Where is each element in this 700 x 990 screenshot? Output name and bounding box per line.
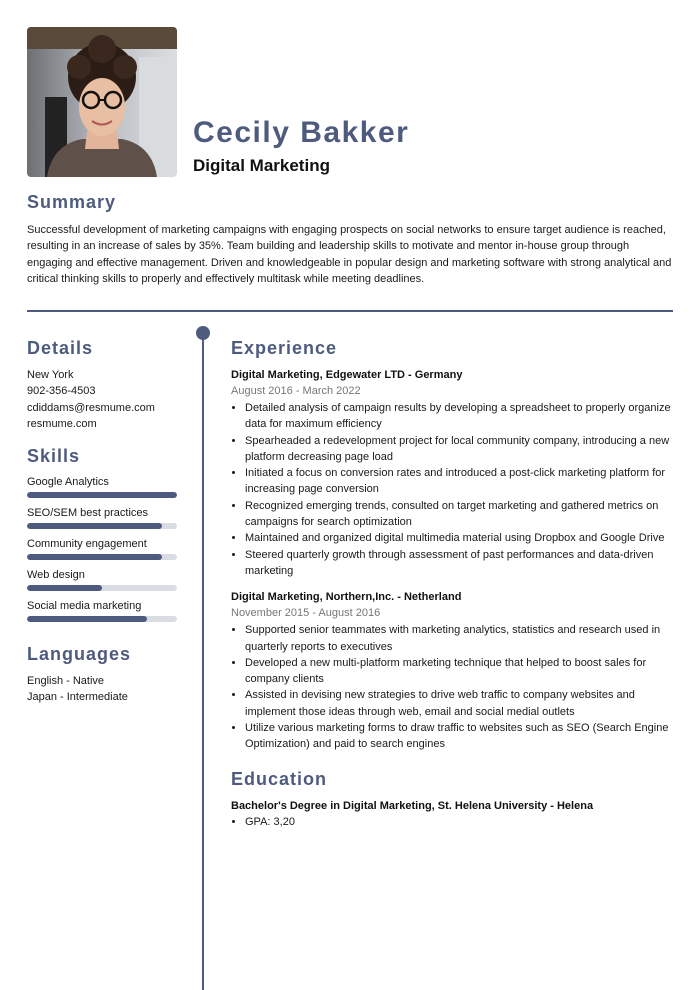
main-column xyxy=(231,338,671,830)
languages-list xyxy=(27,673,177,706)
skill-item xyxy=(27,537,177,560)
job-bullets xyxy=(231,400,671,579)
skill-bar-fill xyxy=(27,492,177,498)
skill-item xyxy=(27,506,177,529)
summary-text: Successful development of marketing campaigns with engaging prospects on social networks to ensure target audience is reached, resulting in an increase of sales by 35%. Team building and leadership skills to motivate and mentor in-house group through engaging and effective management. Driven and knowledgeable in popular design and marketing software with strong analytical and critical thinking skills to properly and effectively multitask while meeting deadlines. xyxy=(27,224,672,285)
job-entry xyxy=(231,590,671,752)
degree-title: Bachelor's Degree in Digital Marketing, St. Helena University - Helena xyxy=(231,799,594,812)
language-item: English - Native xyxy=(27,675,105,688)
job-entry xyxy=(231,368,671,579)
job-title: Digital Marketing, Edgewater LTD - Germany xyxy=(231,369,463,381)
skills-list xyxy=(27,475,177,622)
skill-bar xyxy=(27,492,177,498)
details-title: Details xyxy=(27,338,94,358)
candidate-name: Cecily Bakker xyxy=(193,116,410,149)
details-list xyxy=(27,367,177,432)
sidebar xyxy=(27,338,177,706)
bullet-item: • Developed a new multi-platform marketing technique that helped to boost sales for company clients xyxy=(245,655,671,688)
bullet-item: • Recognized emerging trends, consulted on target marketing and gathered metrics on campaigns for search optimization xyxy=(245,498,671,531)
skill-name: Web design xyxy=(27,569,85,582)
job-role: Digital Marketing xyxy=(193,156,330,175)
city: New York xyxy=(27,369,74,381)
job-bullets xyxy=(231,622,671,752)
timeline-line xyxy=(202,333,204,990)
skill-bar xyxy=(27,523,177,529)
bullet-item: • Utilize various marketing forms to draw traffic to websites such as SEO (Search Engine Optimization) and paid to search engines xyxy=(245,720,671,753)
skill-name: Community engagement xyxy=(27,538,147,551)
skill-name: Google Analytics xyxy=(27,476,109,489)
bullet-item: • GPA: 3,20 xyxy=(245,814,671,830)
bullet-item: • Spearheaded a redevelopment project for local community company, introducing a new platform decreasing page load xyxy=(245,433,671,466)
summary-section xyxy=(27,192,675,287)
language-item: Japan - Intermediate xyxy=(27,691,128,704)
education-entry xyxy=(231,799,671,830)
skill-item xyxy=(27,568,177,591)
skill-bar xyxy=(27,585,177,591)
job-dates: November 2015 - August 2016 xyxy=(231,607,381,620)
experience-title: Experience xyxy=(231,338,338,358)
skill-name: Social media marketing xyxy=(27,600,142,613)
bullet-item: • Supported senior teammates with marketing analytics, statistics and research used in quarterly reports to executives xyxy=(245,622,671,655)
skill-bar xyxy=(27,616,177,622)
skill-bar-fill xyxy=(27,616,147,622)
bullet-item: • Assisted in devising new strategies to drive web traffic to company websites and implement those ideas through web, email and social medial outlets xyxy=(245,687,671,720)
bullet-item: • Detailed analysis of campaign results by developing a spreadsheet to properly organize data for maximum efficiency xyxy=(245,400,671,433)
skill-bar-fill xyxy=(27,554,162,560)
job-dates: August 2016 - March 2022 xyxy=(231,385,361,397)
summary-title: Summary xyxy=(27,192,117,212)
website: resmume.com xyxy=(27,417,97,430)
bullet-item: • Steered quarterly growth through assessment of past performances and data-driven marketing xyxy=(245,547,671,580)
bullet-item: • Initiated a focus on conversion rates and introduced a post-click marketing platform for increasing page conversion xyxy=(245,465,671,498)
profile-photo xyxy=(27,27,177,177)
skill-name: SEO/SEM best practices xyxy=(27,507,149,520)
education-bullets xyxy=(231,814,671,830)
job-title: Digital Marketing, Northern,Inc. - Netherland xyxy=(231,591,462,604)
skills-title: Skills xyxy=(27,446,81,467)
education-title: Education xyxy=(231,768,328,789)
skill-bar xyxy=(27,554,177,560)
skill-item xyxy=(27,475,177,498)
languages-title: Languages xyxy=(27,644,132,665)
skill-item xyxy=(27,599,177,622)
portrait-image xyxy=(27,27,177,177)
bullet-item: • Maintained and organized digital multimedia material using Dropbox and Google Drive xyxy=(245,530,671,546)
section-divider xyxy=(27,310,673,312)
skill-bar-fill xyxy=(27,585,102,591)
phone: 902-356-4503 xyxy=(27,385,96,398)
skill-bar-fill xyxy=(27,523,162,529)
email: cdiddams@resmume.com xyxy=(27,401,155,414)
timeline-dot xyxy=(196,326,210,340)
